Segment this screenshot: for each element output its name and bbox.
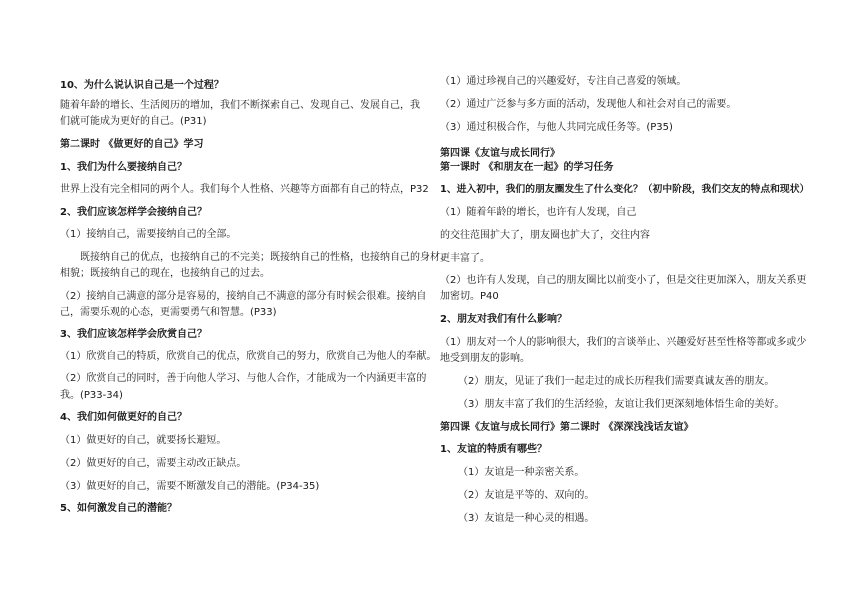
s3-point-2-line-b: 我。(P33-34) <box>60 390 123 401</box>
section-2-heading: 2、我们应该怎样学会接纳自己？ <box>60 207 207 218</box>
lesson-4b-heading: 第四课《友谊与成长同行》第二课时 《深深浅浅话友谊》 <box>440 422 694 433</box>
section-1-body: 世界上没有完全相同的两个人。我们每个人性格、兴趣等方面都有自己的特点，P32 <box>60 184 429 195</box>
f1-point-1: （1）友谊是一种亲密关系。 <box>458 467 585 478</box>
section-4-heading: 4、我们如何做更好的自己？ <box>60 412 187 423</box>
s2-point-1-detail-b: 相貌；既接纳自己的现在，也接纳自己的过去。 <box>60 268 270 279</box>
friends-question-2-heading: 2、朋友对我们有什么影响？ <box>440 314 567 325</box>
section-1-heading: 1、我们为什么要接纳自己？ <box>60 162 187 173</box>
s4-point-2: （2）做更好的自己，需要主动改正缺点。 <box>60 458 247 469</box>
section-3-heading: 3、我们应该怎样学会欣赏自己？ <box>60 329 207 340</box>
s2-point-2-line-b: 己，需要乐观的心态，更需要勇气和智慧。(P33) <box>60 307 277 318</box>
potential-point-3: （3）通过积极合作，与他人共同完成任务等。(P35) <box>440 122 673 133</box>
q10-body-line-2: 们就可能成为更好的自己。(P31) <box>60 116 207 127</box>
s2-point-2-line-a: （2）接纳自己满意的部分是容易的，接纳自己不满意的部分有时候会很难。接纳自 <box>60 291 427 302</box>
s4-point-1: （1）做更好的自己，就要扬长避短。 <box>60 435 227 446</box>
q2-point-3: （3）朋友丰富了我们的生活经验，友谊让我们更深刻地体悟生命的美好。 <box>458 399 785 410</box>
friendship-question-1-heading: 1、友谊的特质有哪些？ <box>440 444 547 455</box>
q2-point-1-line-b: 地受到朋友的影响。 <box>440 353 530 364</box>
f1-point-2: （2）友谊是平等的、双向的。 <box>458 490 595 501</box>
lesson-4-subheading: 第一课时 《和朋友在一起》的学习任务 <box>440 162 614 173</box>
potential-point-1: （1）通过珍视自己的兴趣爱好，专注自己喜爱的领域。 <box>440 76 687 87</box>
section-5-heading: 5、如何激发自己的潜能？ <box>60 503 177 514</box>
q1-point-1-line-b: 的交往范围扩大了，朋友圈也扩大了，交往内容 <box>440 230 650 241</box>
q2-point-1-line-a: （1）朋友对一个人的影响很大，我们的言谈举止、兴趣爱好甚至性格等都或多或少 <box>440 337 807 348</box>
q1-point-1-line-a: （1）随着年龄的增长，也许有人发现，自己 <box>440 207 637 218</box>
lesson-2-heading: 第二课时 《做更好的自己》学习 <box>60 139 204 150</box>
potential-point-2: （2）通过广泛参与多方面的活动，发现他人和社会对自己的需要。 <box>440 99 737 110</box>
s3-point-1: （1）欣赏自己的特质，欣赏自己的优点，欣赏自己的努力，欣赏自己为他人的奉献。 <box>60 351 437 362</box>
friends-question-1-heading: 1、进入初中，我们的朋友圈发生了什么变化？（初中阶段，我们交友的特点和现状） <box>440 184 810 195</box>
q10-body-line-1: 随着年龄的增长、生活阅历的增加，我们不断探索自己、发现自己、发展自己，我 <box>60 100 420 111</box>
s2-point-1-detail-a: 既接纳自己的优点，也接纳自己的不完美；既接纳自己的性格，也接纳自己的身材、 <box>80 252 450 263</box>
q1-point-2-line-b: 加密切。P40 <box>440 291 499 302</box>
s3-point-2-line-a: （2）欣赏自己的同时，善于向他人学习、与他人合作，才能成为一个内涵更丰富的 <box>60 373 427 384</box>
q2-point-2: （2）朋友，见证了我们一起走过的成长历程我们需要真诚友善的朋友。 <box>458 376 775 387</box>
f1-point-3: （3）友谊是一种心灵的相遇。 <box>458 513 595 524</box>
q1-point-2-line-a: （2）也许有人发现，自己的朋友圈比以前变小了，但是交往更加深入，朋友关系更 <box>440 275 807 286</box>
s2-point-1: （1）接纳自己，需要接纳自己的全部。 <box>60 229 237 240</box>
question-10-heading: 10、为什么说认识自己是一个过程？ <box>60 80 224 91</box>
lesson-4-heading: 第四课《友谊与成长同行》 <box>440 148 560 159</box>
s4-point-3: （3）做更好的自己，需要不断激发自己的潜能。(P34-35) <box>60 481 320 492</box>
q1-point-1-line-c: 更丰富了。 <box>440 253 490 264</box>
